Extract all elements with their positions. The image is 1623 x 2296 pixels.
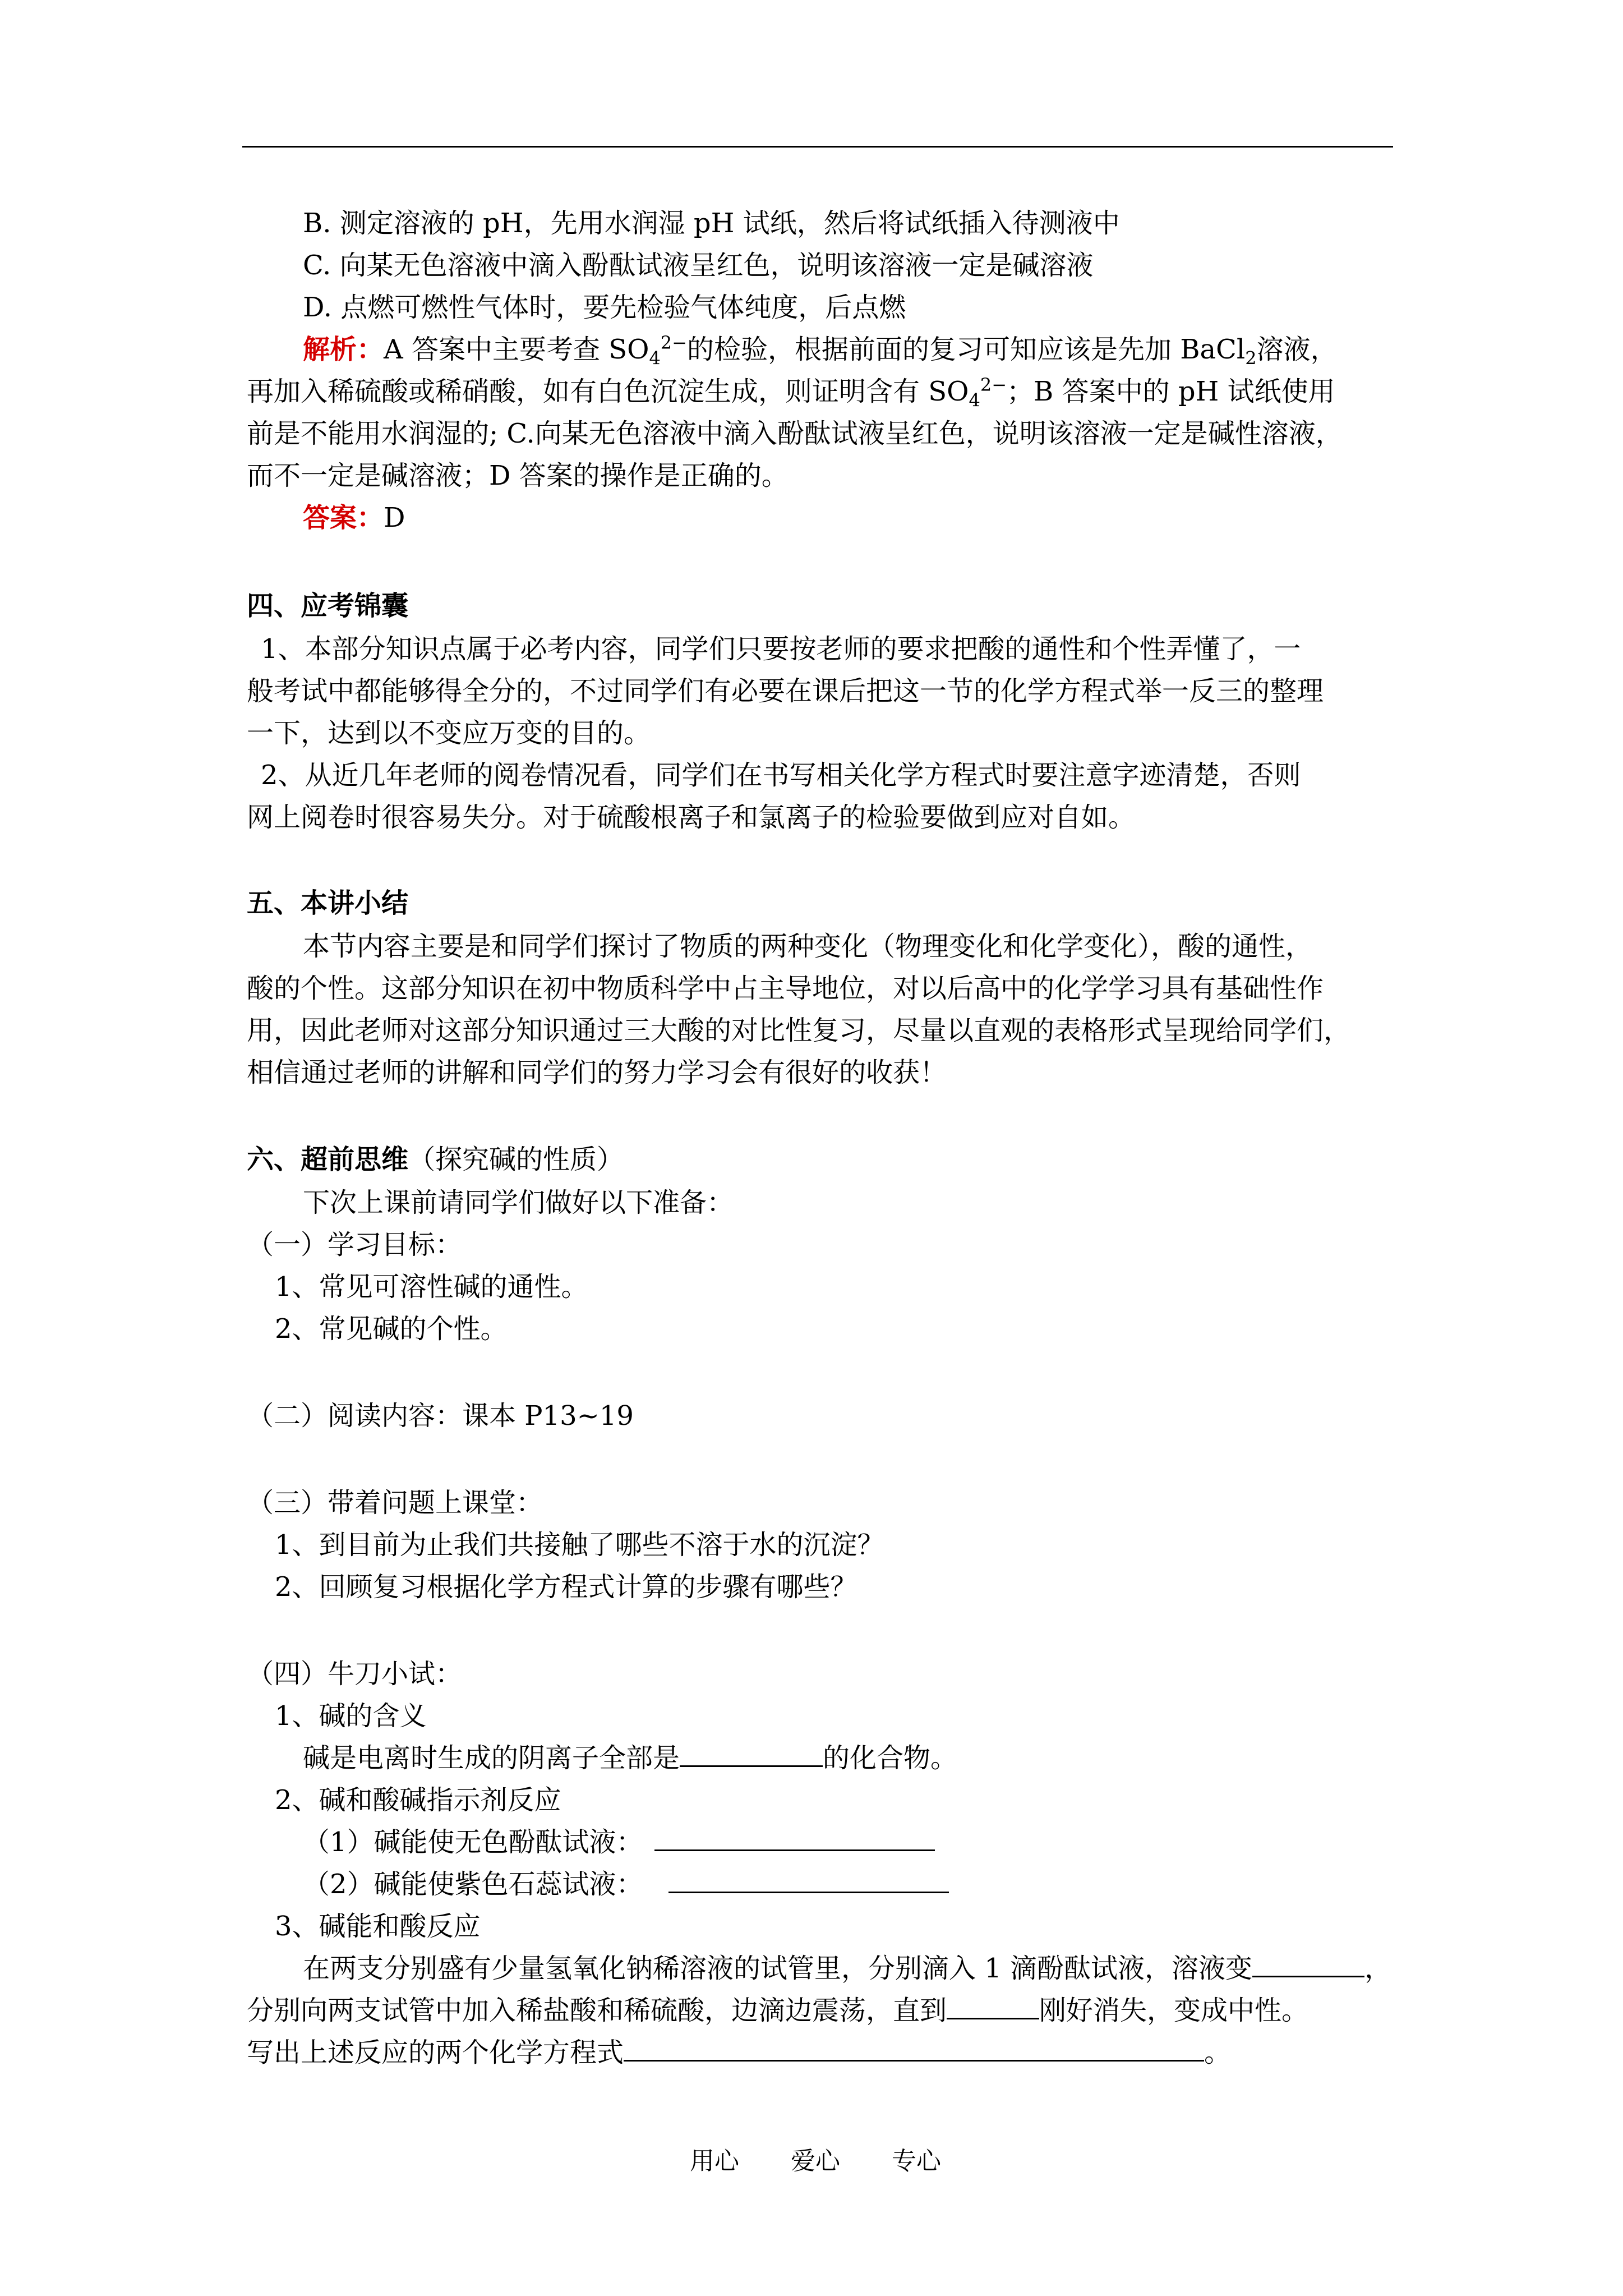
test-item-3-line1: 在两支分别盛有少量氢氧化钠稀溶液的试管里，分别滴入 1 滴酚酞试液，溶液变 ， bbox=[303, 1953, 1392, 1984]
fill-blank-disappear[interactable] bbox=[947, 1994, 1039, 2019]
answer-label: 答案： bbox=[303, 502, 384, 533]
goal-1: 1、常见可溶性碱的通性。 bbox=[275, 1271, 588, 1303]
fill-blank-phenolphthalein[interactable] bbox=[654, 1826, 935, 1851]
question-2: 2、回顾复习根据化学方程式计算的步骤有哪些？ bbox=[275, 1571, 857, 1603]
option-d: D. 点燃可燃性气体时，要先检验气体纯度，后点燃 bbox=[303, 292, 906, 323]
answer-value: D bbox=[384, 502, 405, 533]
section5-line4: 相信通过老师的讲解和同学们的努力学习会有很好的收获！ bbox=[247, 1057, 947, 1088]
section4-p2-line2: 网上阅卷时很容易失分。对于硫酸根离子和氯离子的检验要做到应对自如。 bbox=[247, 802, 1136, 833]
footer-text-2: 爱心 bbox=[791, 2147, 840, 2175]
section4-title: 四、应考锦囊 bbox=[247, 590, 409, 622]
test-title: （四）牛刀小试： bbox=[247, 1658, 463, 1690]
section6-title-paren: （探究碱的性质） bbox=[408, 1144, 624, 1175]
goals-title: （一）学习目标： bbox=[247, 1229, 463, 1260]
test-item-1: 1、碱的含义 bbox=[275, 1700, 427, 1732]
section4-p1-line3: 一下，达到以不变应万变的目的。 bbox=[247, 717, 651, 749]
test-item-3-line2: 分别向两支试管中加入稀盐酸和稀硫酸，边滴边震荡，直到 刚好消失，变成中性。 bbox=[247, 1995, 1309, 2026]
test-item-1-text: 碱是电离时生成的阴离子全部是 的化合物。 bbox=[303, 1742, 958, 1774]
option-b: B. 测定溶液的 pH，先用水润湿 pH 试纸，然后将试纸插入待测液中 bbox=[303, 208, 1120, 239]
footer-text-1: 用心 bbox=[690, 2147, 739, 2175]
test-item-3: 3、碱能和酸反应 bbox=[275, 1911, 481, 1942]
analysis-line-1: 解析：A 答案中主要考查 $SO_4^{2-}$的检验，根据前面的复习可知应该是先加 BaCl$_2$溶液， bbox=[303, 332, 1338, 369]
section5-title: 五、本讲小结 bbox=[247, 887, 409, 919]
footer-text-3: 专心 bbox=[892, 2147, 941, 2175]
section5-line1: 本节内容主要是和同学们探讨了物质的两种变化（物理变化和化学变化），酸的通性， bbox=[303, 931, 1313, 962]
test-item-2-2: （2）碱能使紫色石蕊试液： bbox=[303, 1867, 949, 1901]
header-rule bbox=[242, 146, 1393, 148]
section4-p2-line1: 2、从近几年老师的阅卷情况看，同学们在书写相关化学方程式时要注意字迹清楚，否则 bbox=[261, 760, 1301, 791]
fill-blank-anion[interactable] bbox=[680, 1742, 823, 1767]
section4-p1-line1: 1、本部分知识点属于必考内容，同学们只要按老师的要求把酸的通性和个性弄懂了，一 bbox=[261, 633, 1301, 665]
analysis-line-2: 再加入稀硫酸或稀硝酸，如有白色沉淀生成，则证明含有 $SO_4^{2-}$；B 答案中的 pH 试纸使用 bbox=[247, 374, 1335, 411]
questions-title: （三）带着问题上课堂： bbox=[247, 1487, 543, 1519]
reading-content: （二）阅读内容：课本 P13~19 bbox=[247, 1400, 634, 1432]
test-item-2: 2、碱和酸碱指示剂反应 bbox=[275, 1784, 561, 1816]
section6-title-line bbox=[247, 1143, 624, 1176]
section5-line3: 用，因此老师对这部分知识通过三大酸的对比性复习，尽量以直观的表格形式呈现给同学们， bbox=[247, 1015, 1351, 1046]
test-item-3-line3: 写出上述反应的两个化学方程式 。 bbox=[247, 2037, 1232, 2068]
fill-blank-litmus[interactable] bbox=[668, 1868, 949, 1893]
answer-line bbox=[303, 501, 405, 535]
section6-title: 六、超前思维 bbox=[247, 1144, 409, 1175]
section5-line2: 酸的个性。这部分知识在初中物质科学中占主导地位，对以后高中的化学学习具有基础性作 bbox=[247, 973, 1324, 1004]
analysis-line-3: 前是不能用水润湿的; C.向某无色溶液中滴入酚酞试液呈红色，说明该溶液一定是碱性溶液， bbox=[247, 418, 1343, 449]
option-c: C. 向某无色溶液中滴入酚酞试液呈红色，说明该溶液一定是碱溶液 bbox=[303, 250, 1094, 281]
section4-p1-line2: 般考试中都能够得全分的，不过同学们有必要在课后把这一节的化学方程式举一反三的整理 bbox=[247, 675, 1324, 707]
test-item-2-1: （1）碱能使无色酚酞试液： bbox=[303, 1825, 935, 1859]
question-1: 1、到目前为止我们共接触了哪些不溶于水的沉淀？ bbox=[275, 1529, 884, 1561]
analysis-line-4: 而不一定是碱溶液；D 答案的操作是正确的。 bbox=[247, 460, 789, 491]
fill-blank-equations[interactable] bbox=[624, 2036, 1204, 2062]
goal-2: 2、常见碱的个性。 bbox=[275, 1313, 508, 1345]
section6-intro: 下次上课前请同学们做好以下准备： bbox=[303, 1187, 734, 1218]
analysis-label: 解析： bbox=[303, 334, 384, 365]
fill-blank-color[interactable] bbox=[1252, 1952, 1364, 1977]
